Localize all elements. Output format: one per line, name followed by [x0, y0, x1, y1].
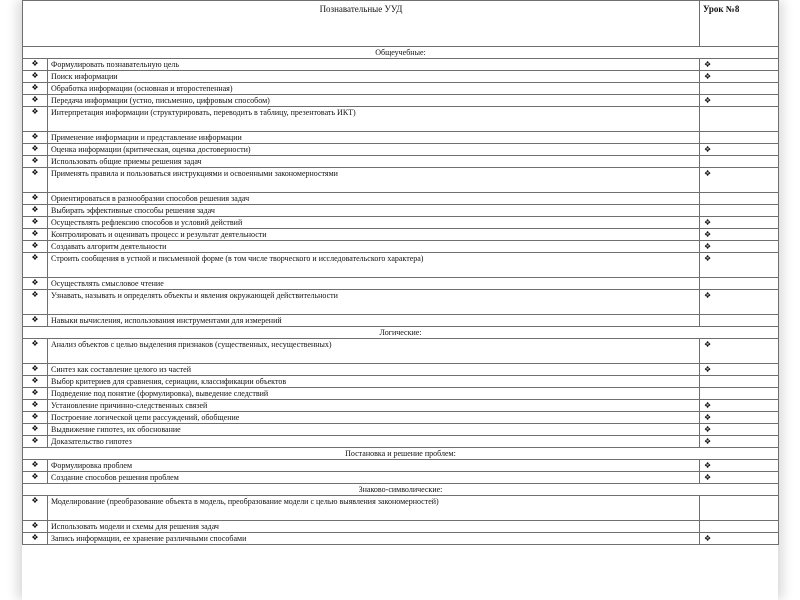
skill-text: Синтез как составление целого из частей	[48, 364, 700, 376]
skill-text: Моделирование (преобразование объекта в модель, преобразование модели с целью выявления закономерностей)	[48, 496, 700, 521]
table-row	[23, 521, 779, 533]
lesson-mark-cell	[700, 290, 779, 315]
lesson-mark-cell	[700, 107, 779, 132]
table-row	[23, 472, 779, 484]
lesson-mark-cell	[700, 533, 779, 545]
lesson-mark-cell	[700, 278, 779, 290]
bullet-icon: ❖	[23, 412, 48, 424]
check-mark-icon: ❖	[704, 365, 712, 374]
uud-table-body	[23, 1, 779, 545]
section-header-row	[23, 484, 779, 496]
table-row	[23, 339, 779, 364]
lesson-column-header: Урок №8	[700, 1, 779, 47]
lesson-mark-cell	[700, 364, 779, 376]
lesson-mark-cell	[700, 412, 779, 424]
skill-text: Установление причинно-следственных связей	[48, 400, 700, 412]
bullet-icon: ❖	[23, 472, 48, 484]
check-mark-icon: ❖	[704, 534, 712, 543]
check-mark-icon: ❖	[704, 425, 712, 434]
skill-text: Выбор критериев для сравнения, сериации, классификации объектов	[48, 376, 700, 388]
lesson-mark-cell	[700, 83, 779, 95]
check-mark-icon: ❖	[704, 461, 712, 470]
lesson-mark-cell	[700, 521, 779, 533]
table-row	[23, 278, 779, 290]
skill-text: Поиск информации	[48, 71, 700, 83]
bullet-icon: ❖	[23, 217, 48, 229]
skill-text: Выбирать эффективные способы решения задач	[48, 205, 700, 217]
lesson-mark-cell	[700, 253, 779, 278]
bullet-icon: ❖	[23, 339, 48, 364]
lesson-mark-cell	[700, 217, 779, 229]
section-title: Общеучебные:	[23, 47, 779, 59]
check-mark-icon: ❖	[704, 218, 712, 227]
lesson-mark-cell	[700, 132, 779, 144]
table-row	[23, 412, 779, 424]
check-mark-icon: ❖	[704, 437, 712, 446]
bullet-icon: ❖	[23, 533, 48, 545]
table-row	[23, 217, 779, 229]
section-title: Знаково-символические:	[23, 484, 779, 496]
lesson-mark-cell	[700, 400, 779, 412]
table-row	[23, 436, 779, 448]
lesson-mark-cell	[700, 144, 779, 156]
bullet-icon: ❖	[23, 132, 48, 144]
skill-text: Выдвижение гипотез, их обоснование	[48, 424, 700, 436]
lesson-mark-cell	[700, 496, 779, 521]
skill-text: Осуществлять смысловое чтение	[48, 278, 700, 290]
table-row	[23, 71, 779, 83]
bullet-icon: ❖	[23, 229, 48, 241]
table-row	[23, 144, 779, 156]
lesson-mark-cell	[700, 472, 779, 484]
bullet-icon: ❖	[23, 253, 48, 278]
lesson-mark-cell	[700, 168, 779, 193]
check-mark-icon: ❖	[704, 242, 712, 251]
bullet-icon: ❖	[23, 388, 48, 400]
table-row	[23, 83, 779, 95]
skill-text: Формулировать познавательную цель	[48, 59, 700, 71]
check-mark-icon: ❖	[704, 145, 712, 154]
section-header-row	[23, 47, 779, 59]
lesson-mark-cell	[700, 95, 779, 107]
bullet-icon: ❖	[23, 193, 48, 205]
check-mark-icon: ❖	[704, 413, 712, 422]
bullet-icon: ❖	[23, 364, 48, 376]
table-row	[23, 241, 779, 253]
table-row	[23, 388, 779, 400]
lesson-mark-cell	[700, 339, 779, 364]
lesson-mark-cell	[700, 315, 779, 327]
bullet-icon: ❖	[23, 376, 48, 388]
table-title: Познавательные УУД	[23, 1, 700, 47]
bullet-icon: ❖	[23, 205, 48, 217]
section-header-row	[23, 327, 779, 339]
lesson-mark-cell	[700, 460, 779, 472]
skill-text: Передача информации (устно, письменно, цифровым способом)	[48, 95, 700, 107]
table-row	[23, 253, 779, 278]
section-header-row	[23, 448, 779, 460]
table-row	[23, 95, 779, 107]
table-row	[23, 376, 779, 388]
skill-text: Формулировка проблем	[48, 460, 700, 472]
bullet-icon: ❖	[23, 400, 48, 412]
lesson-mark-cell	[700, 229, 779, 241]
skill-text: Создавать алгоритм деятельности	[48, 241, 700, 253]
bullet-icon: ❖	[23, 156, 48, 168]
bullet-icon: ❖	[23, 107, 48, 132]
table-row	[23, 156, 779, 168]
skill-text: Интерпретация информации (структурировать, переводить в таблицу, презентовать ИКТ)	[48, 107, 700, 132]
table-row	[23, 205, 779, 217]
bullet-icon: ❖	[23, 59, 48, 71]
skill-text: Строить сообщения в устной и письменной форме (в том числе творческого и исследовательского характера)	[48, 253, 700, 278]
skill-text: Оценка информации (критическая, оценка достоверности)	[48, 144, 700, 156]
bullet-icon: ❖	[23, 290, 48, 315]
lesson-mark-cell	[700, 59, 779, 71]
check-mark-icon: ❖	[704, 340, 712, 349]
table-row	[23, 168, 779, 193]
check-mark-icon: ❖	[704, 473, 712, 482]
section-title: Логические:	[23, 327, 779, 339]
bullet-icon: ❖	[23, 315, 48, 327]
table-row	[23, 315, 779, 327]
table-header-row	[23, 1, 779, 47]
skill-text: Запись информации, ее хранение различными способами	[48, 533, 700, 545]
table-row	[23, 496, 779, 521]
lesson-mark-cell	[700, 424, 779, 436]
skill-text: Навыки вычисления, использования инструментами для измерений	[48, 315, 700, 327]
bullet-icon: ❖	[23, 95, 48, 107]
check-mark-icon: ❖	[704, 72, 712, 81]
lesson-mark-cell	[700, 376, 779, 388]
table-row	[23, 460, 779, 472]
table-row	[23, 229, 779, 241]
table-row	[23, 533, 779, 545]
check-mark-icon: ❖	[704, 96, 712, 105]
skill-text: Ориентироваться в разнообразии способов решения задач	[48, 193, 700, 205]
bullet-icon: ❖	[23, 241, 48, 253]
bullet-icon: ❖	[23, 83, 48, 95]
bullet-icon: ❖	[23, 436, 48, 448]
bullet-icon: ❖	[23, 71, 48, 83]
check-mark-icon: ❖	[704, 254, 712, 263]
skill-text: Осуществлять рефлексию способов и условий действий	[48, 217, 700, 229]
uud-table	[22, 0, 779, 545]
skill-text: Доказательство гипотез	[48, 436, 700, 448]
section-title: Постановка и решение проблем:	[23, 448, 779, 460]
bullet-icon: ❖	[23, 460, 48, 472]
bullet-icon: ❖	[23, 144, 48, 156]
check-mark-icon: ❖	[704, 230, 712, 239]
table-row	[23, 193, 779, 205]
table-row	[23, 132, 779, 144]
skill-text: Контролировать и оценивать процесс и результат деятельности	[48, 229, 700, 241]
bullet-icon: ❖	[23, 424, 48, 436]
table-row	[23, 290, 779, 315]
table-row	[23, 107, 779, 132]
skill-text: Применение информации и представление информации	[48, 132, 700, 144]
skill-text: Обработка информации (основная и второстепенная)	[48, 83, 700, 95]
skill-text: Использовать общие приемы решения задач	[48, 156, 700, 168]
table-row	[23, 424, 779, 436]
bullet-icon: ❖	[23, 278, 48, 290]
skill-text: Узнавать, называть и определять объекты и явления окружающей действительности	[48, 290, 700, 315]
document-page	[22, 0, 778, 600]
skill-text: Применять правила и пользоваться инструкциями и освоенными закономерностями	[48, 168, 700, 193]
lesson-mark-cell	[700, 241, 779, 253]
table-row	[23, 59, 779, 71]
bullet-icon: ❖	[23, 496, 48, 521]
table-row	[23, 364, 779, 376]
skill-text: Подведение под понятие (формулировка), выведение следствий	[48, 388, 700, 400]
skill-text: Использовать модели и схемы для решения задач	[48, 521, 700, 533]
skill-text: Анализ объектов с целью выделения признаков (существенных, несущественных)	[48, 339, 700, 364]
bullet-icon: ❖	[23, 521, 48, 533]
skill-text: Построение логической цепи рассуждений, обобщение	[48, 412, 700, 424]
bullet-icon: ❖	[23, 168, 48, 193]
lesson-mark-cell	[700, 71, 779, 83]
lesson-mark-cell	[700, 156, 779, 168]
skill-text: Создание способов решения проблем	[48, 472, 700, 484]
lesson-mark-cell	[700, 205, 779, 217]
lesson-mark-cell	[700, 193, 779, 205]
check-mark-icon: ❖	[704, 401, 712, 410]
lesson-mark-cell	[700, 436, 779, 448]
table-row	[23, 400, 779, 412]
lesson-mark-cell	[700, 388, 779, 400]
check-mark-icon: ❖	[704, 169, 712, 178]
check-mark-icon: ❖	[704, 60, 712, 69]
check-mark-icon: ❖	[704, 291, 712, 300]
